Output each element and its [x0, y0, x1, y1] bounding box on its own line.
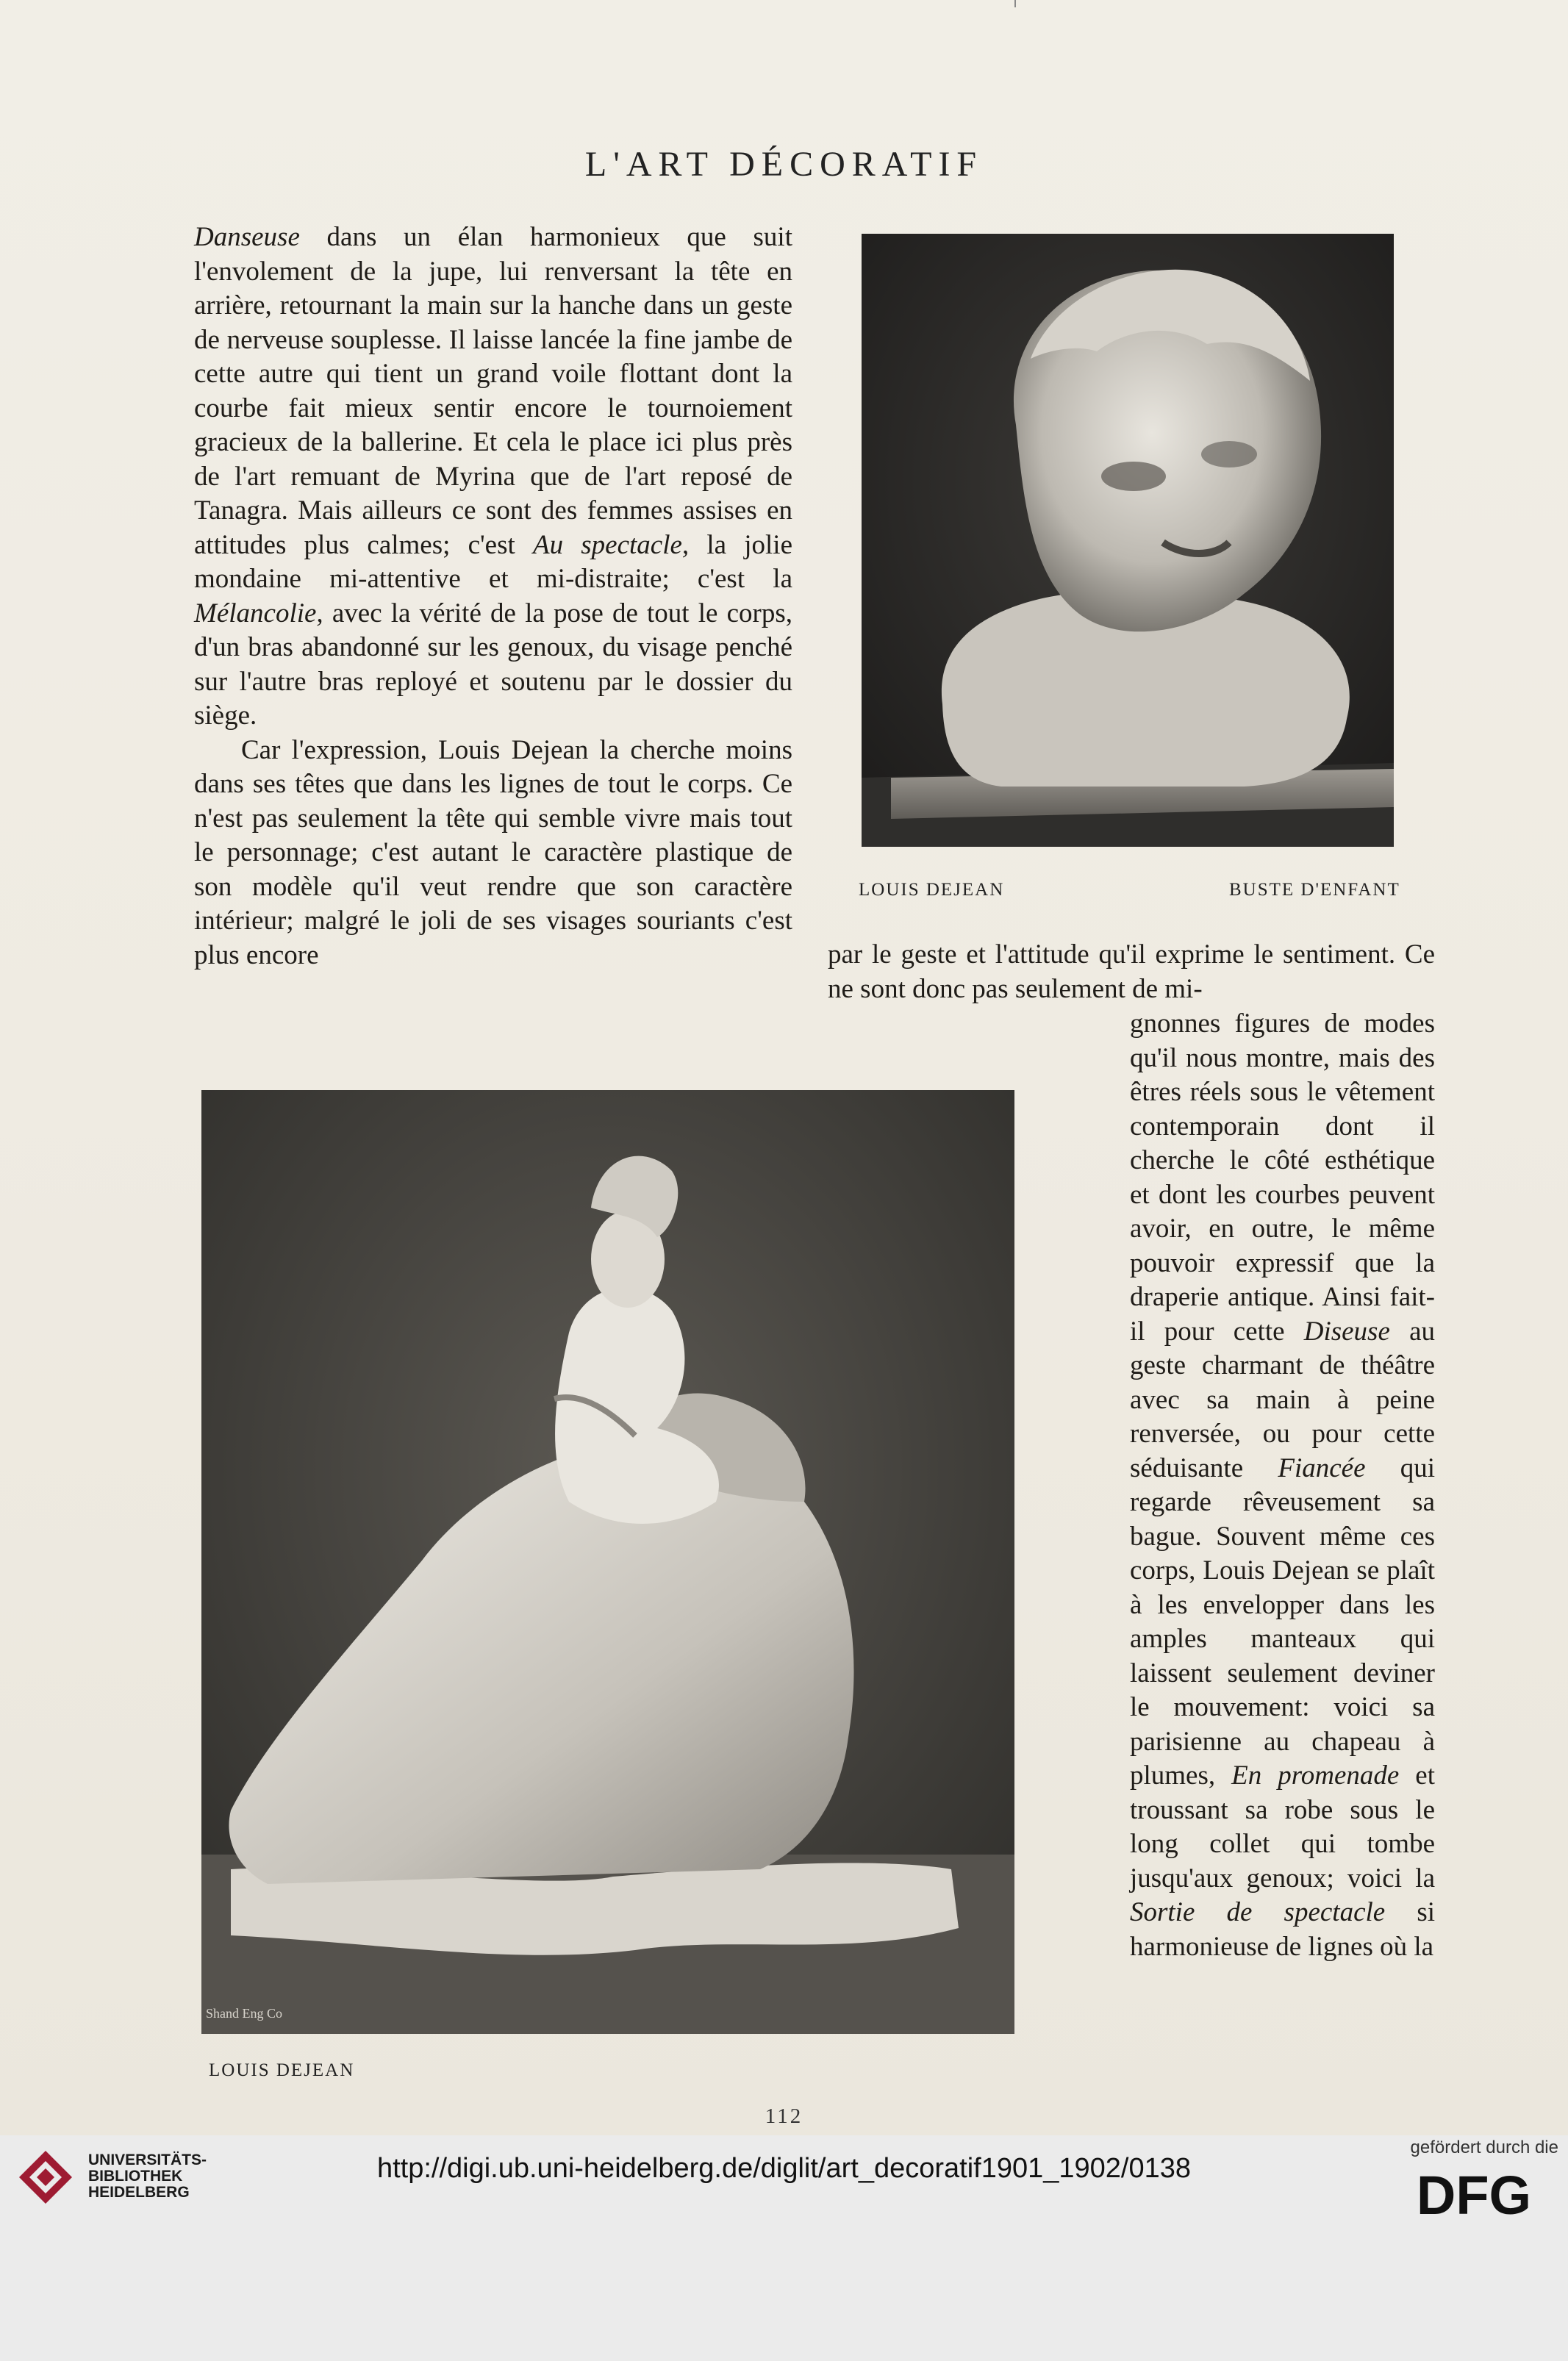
library-name-line: BIBLIOTHEK — [88, 2168, 183, 2185]
right-column-top: par le geste et l'attitude qu'il exprime le sentiment. Ce ne sont donc pas seulement de mi- — [828, 939, 1435, 1004]
page-mark — [1014, 0, 1016, 7]
italic-title: Danseuse — [194, 222, 300, 252]
italic-title: En promenade — [1231, 1760, 1400, 1791]
paragraph-3 — [1130, 1007, 1435, 1964]
text-run: au geste charmant de théâtre avec sa main à peine renversée, ou pour cette séduisante — [1130, 1316, 1435, 1483]
seated-sculpture-photo — [201, 1090, 1014, 2034]
running-title: L'ART DÉCORATIF — [584, 145, 984, 184]
right-column-narrow — [1130, 1007, 1435, 1964]
text-run: la jolie mondaine mi-attentive et mi-distraite; c'est la — [194, 529, 793, 594]
caption-artist: LOUIS DEJEAN — [209, 2060, 355, 2080]
dfg-logo-icon — [1397, 2168, 1551, 2220]
text-run: si harmonieuse de lignes où la — [1130, 1897, 1436, 1962]
text-run: avec la vérité de la pose de tout le corps, d'un bras abandonné sur les genoux, du visage penché sur l'autre bras reployé et soutenu par le dossier du siège. — [194, 598, 792, 731]
text-run: et troussant sa robe sous le long collet qui tombe jusqu'aux genoux; voici la — [1130, 1760, 1435, 1894]
text-run: dans un élan harmonieux que suit l'envolement de la jupe, lui renversant la tête en arrière, retournant la main sur la hanche dans un geste de nerveuse souplesse. Il laisse lancée la fine jambe de cette autre qui tient un grand voile flottant dont la courbe fait mieux sentir encore le tournoiement gracieux de la ballerine. Et cela le place ici plus près de l'art remuant de Myrina que de l'art reposé de Tanagra. Mais ailleurs ce sont des femmes assises en attitudes plus calmes; c'est — [194, 222, 792, 560]
bust-photo — [862, 234, 1394, 847]
paragraph-1 — [194, 221, 792, 734]
caption-artist: LOUIS DEJEAN — [859, 880, 1005, 900]
italic-title: Au spectacle, — [532, 529, 690, 560]
italic-title: Diseuse — [1303, 1316, 1390, 1347]
text-run: gnonnes figures de modes qu'il nous montre, mais des êtres réels sous le vêtement contemporain dont il cherche le côté esthétique et dont les courbes peuvent avoir, en outre, le même pouvoir expressif que la draperie antique. Ainsi fait-il pour cette — [1130, 1008, 1435, 1347]
figure-seated-woman — [201, 1090, 1014, 2034]
text-run: qui regarde rêveusement sa bague. Souvent même ces corps, Louis Dejean se plaît à les envelopper dans les amples manteaux qui laissent seulement deviner le mouvement: voici sa parisienne au chapeau à plumes, — [1130, 1452, 1435, 1791]
library-name-line: UNIVERSITÄTS- — [88, 2152, 207, 2168]
left-column — [194, 221, 792, 972]
page-number: 112 — [765, 2104, 803, 2128]
italic-title: Sortie de spectacle — [1130, 1897, 1386, 1927]
figure-buste-enfant — [862, 234, 1394, 847]
engraver-mark: Shand Eng Co — [206, 2006, 283, 2021]
caption-title: BUSTE D'ENFANT — [1229, 880, 1400, 900]
library-name-line: HEIDELBERG — [88, 2184, 190, 2201]
dfg-logo-text: DFG — [1416, 2168, 1532, 2220]
paragraph-2: Car l'expression, Louis Dejean la cherche moins dans ses têtes que dans les lignes de tout le corps. Ce n'est pas seulement la tête qui semble vivre mais tout le personnage; c'est autant le caractère plastique de son modèle qu'il veut rendre que son caractère intérieur; malgré le joli de ses visages souriants c'est plus encore — [194, 734, 792, 970]
funding-label: gefördert durch die — [1410, 2138, 1558, 2157]
italic-title: Mélancolie, — [194, 598, 323, 628]
source-url-link[interactable]: http://digi.ub.uni-heidelberg.de/diglit/art_decoratif1901_1902/0138 — [376, 2153, 1192, 2184]
italic-title: Fiancée — [1278, 1452, 1366, 1483]
